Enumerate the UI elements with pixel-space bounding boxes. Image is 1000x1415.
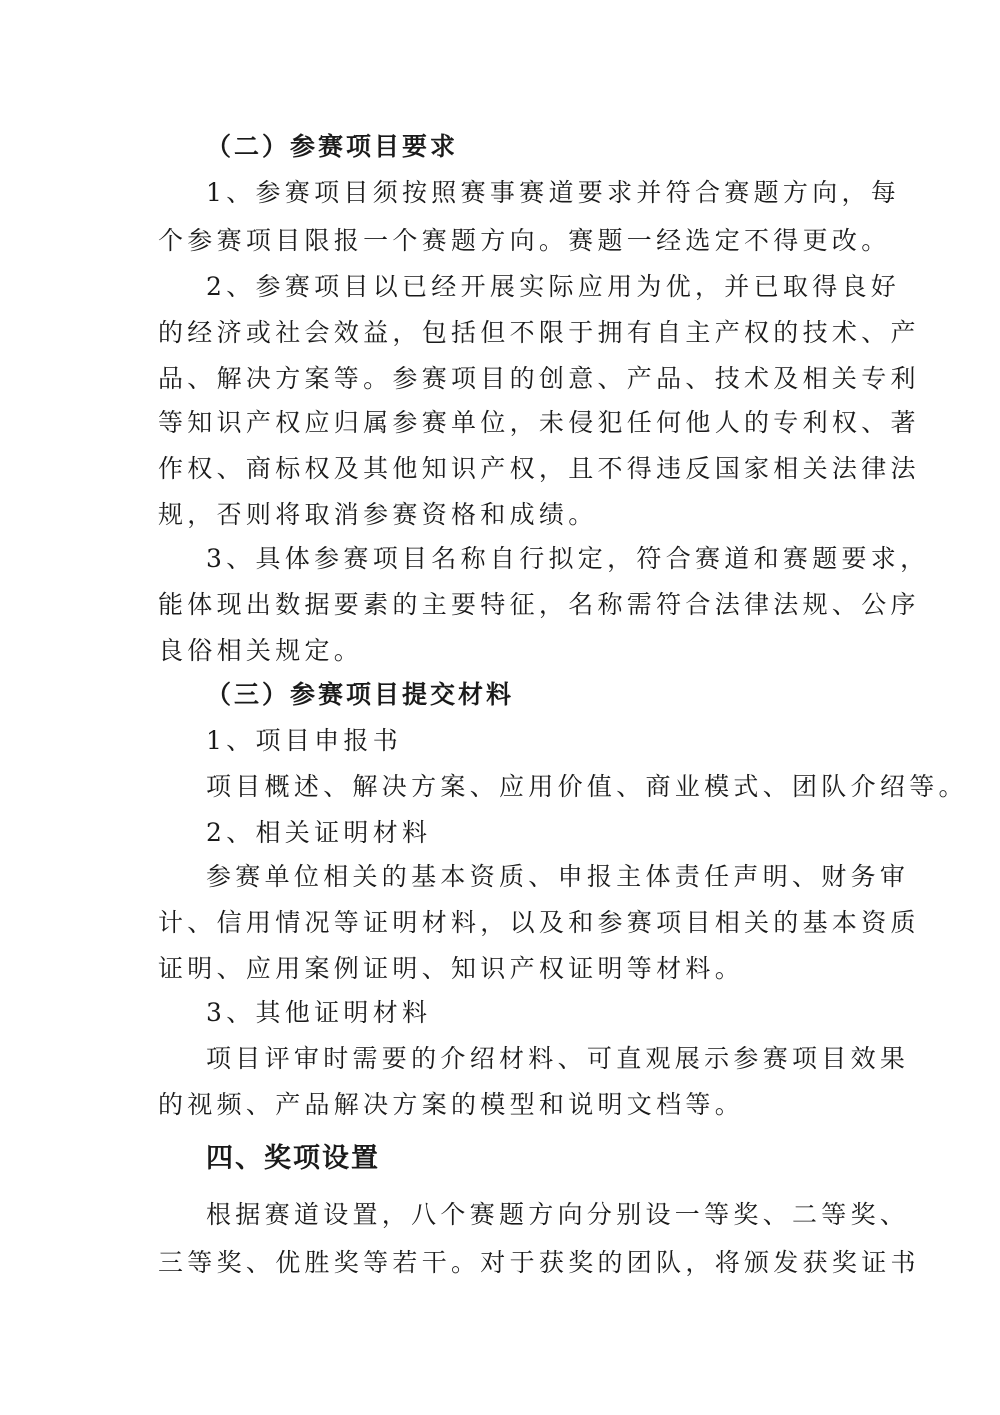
list-item-heading: 3、其他证明材料 xyxy=(206,998,432,1027)
paragraph-line: 参赛单位相关的基本资质、申报主体责任声明、财务审 xyxy=(206,862,910,891)
paragraph-line: 证明、应用案例证明、知识产权证明等材料。 xyxy=(158,954,745,983)
paragraph-line: 计、信用情况等证明材料，以及和参赛项目相关的基本资质 xyxy=(158,908,920,937)
paragraph-line: 三等奖、优胜奖等若干。对于获奖的团队，将颁发获奖证书 xyxy=(158,1248,920,1277)
section-heading-requirements: （二）参赛项目要求 xyxy=(206,132,459,161)
paragraph-line: 良俗相关规定。 xyxy=(158,636,364,665)
section-heading-awards: 四、奖项设置 xyxy=(206,1143,380,1174)
paragraph-line: 规，否则将取消参赛资格和成绩。 xyxy=(158,500,598,529)
paragraph-line: 个参赛项目限报一个赛题方向。赛题一经选定不得更改。 xyxy=(158,226,891,255)
list-item-heading: 1、项目申报书 xyxy=(206,726,403,755)
paragraph-line: 项目评审时需要的介绍材料、可直观展示参赛项目效果 xyxy=(206,1044,910,1073)
paragraph-line: 能体现出数据要素的主要特征，名称需符合法律法规、公序 xyxy=(158,590,920,619)
paragraph-line: 2、参赛项目以已经开展实际应用为优，并已取得良好 xyxy=(206,272,901,301)
paragraph-line: 的视频、产品解决方案的模型和说明文档等。 xyxy=(158,1090,745,1119)
paragraph-line: 的经济或社会效益，包括但不限于拥有自主产权的技术、产 xyxy=(158,318,920,347)
paragraph-line: 根据赛道设置，八个赛题方向分别设一等奖、二等奖、 xyxy=(206,1200,910,1229)
paragraph-line: 等知识产权应归属参赛单位，未侵犯任何他人的专利权、著 xyxy=(158,408,920,437)
paragraph-line: 作权、商标权及其他知识产权，且不得违反国家相关法律法 xyxy=(158,454,920,483)
paragraph-line: 项目概述、解决方案、应用价值、商业模式、团队介绍等。 xyxy=(206,772,968,801)
paragraph-line: 1、参赛项目须按照赛事赛道要求并符合赛题方向，每 xyxy=(206,178,901,207)
section-heading-materials: （三）参赛项目提交材料 xyxy=(206,680,515,709)
paragraph-line: 3、具体参赛项目名称自行拟定，符合赛道和赛题要求， xyxy=(206,544,930,573)
list-item-heading: 2、相关证明材料 xyxy=(206,818,432,847)
paragraph-line: 品、解决方案等。参赛项目的创意、产品、技术及相关专利 xyxy=(158,364,920,393)
